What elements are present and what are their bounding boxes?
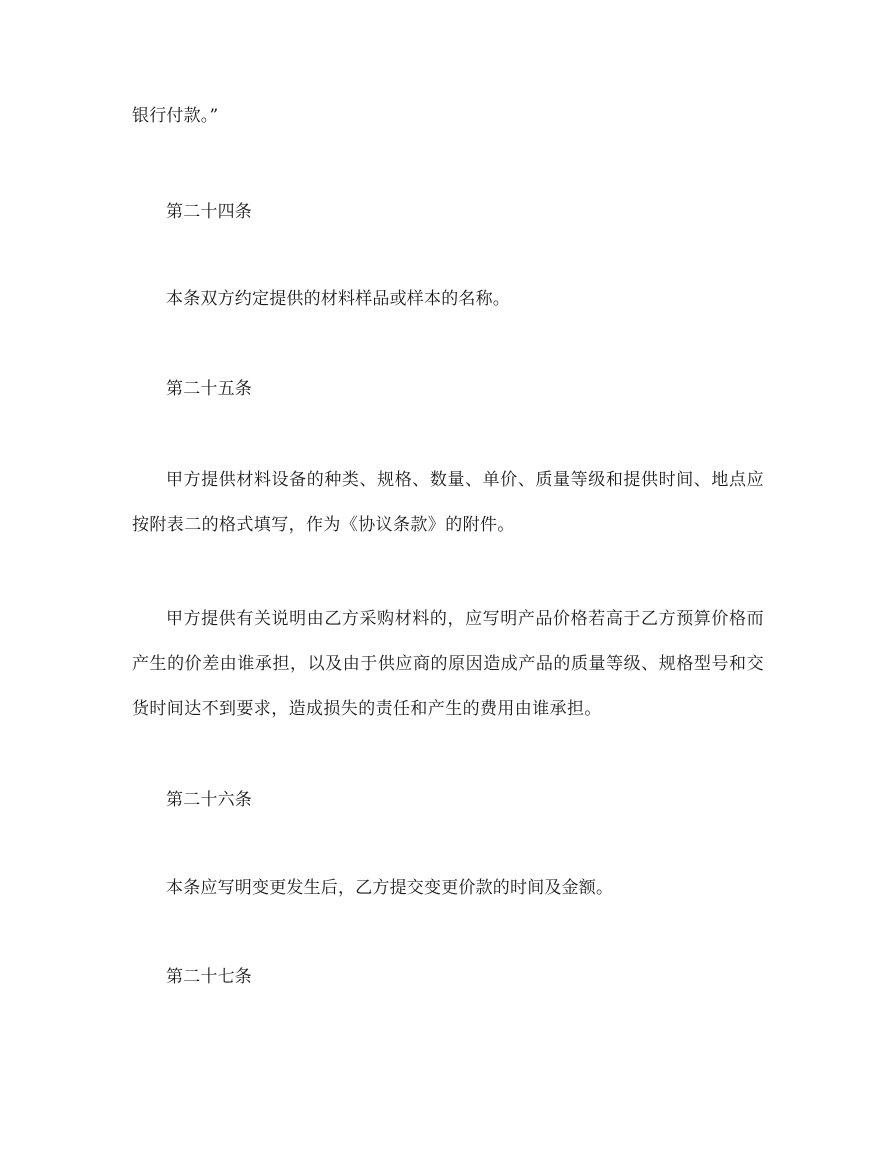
continuation-text: 银行付款。”	[132, 106, 219, 126]
article-25-paragraph-1: 甲方提供材料设备的种类、规格、数量、单价、质量等级和提供时间、地点应按附表二的格式填写，作为《协议条款》的附件。	[132, 470, 764, 535]
article-24-body: 本条双方约定提供的材料样品或样本的名称。	[166, 289, 510, 309]
article-26-body: 本条应写明变更发生后，乙方提交变更价款的时间及金额。	[166, 878, 614, 898]
article-27-heading: 第二十七条	[166, 967, 252, 987]
article-25-paragraph-2: 甲方提供有关说明由乙方采购材料的，应写明产品价格若高于乙方预算价格而产生的价差由谁承担，以及由于供应商的原因造成产品的质量等级、规格型号和交货时间达不到要求，造成损失的责任和产生的费用由谁承担。	[132, 609, 764, 719]
article-24-heading: 第二十四条	[166, 202, 252, 222]
article-25-heading: 第二十五条	[166, 379, 252, 399]
article-26-heading: 第二十六条	[166, 790, 252, 810]
